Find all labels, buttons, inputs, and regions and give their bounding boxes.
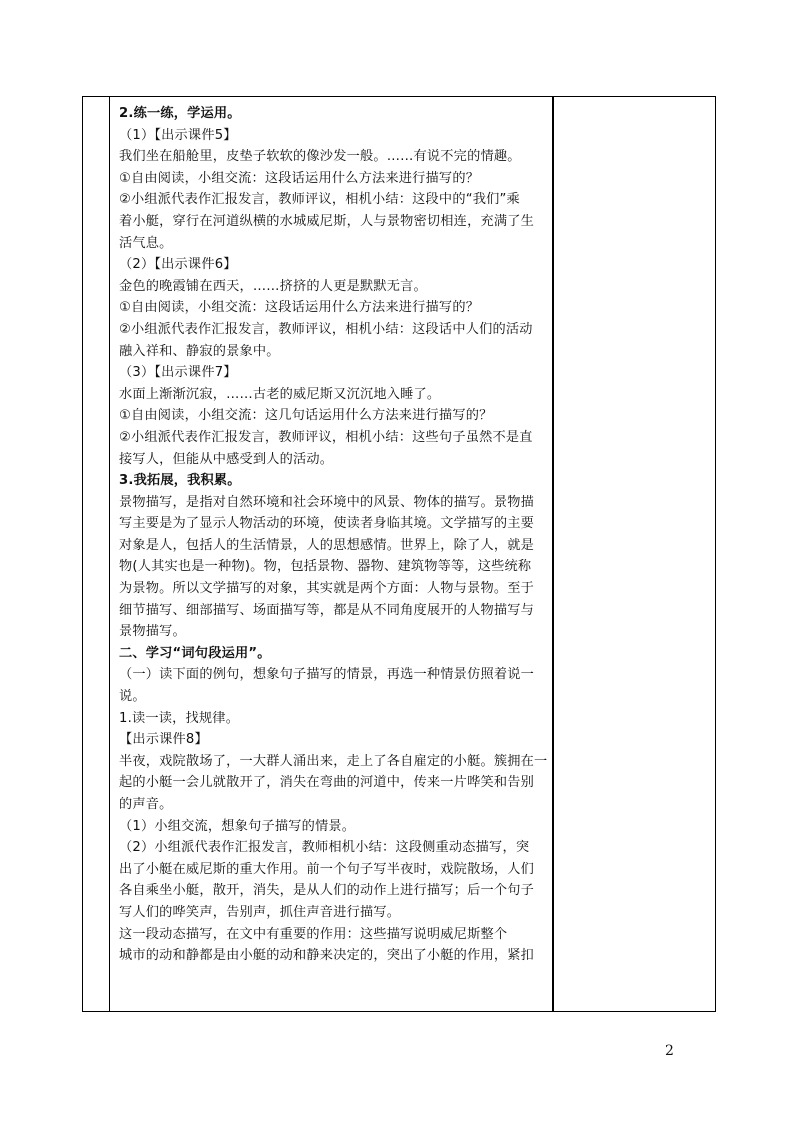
- section-heading: 二、学习“词句段运用”。: [119, 645, 271, 661]
- text-line: ②小组派代表作汇报发言，教师评议，相机小结：这段中的“我们”乘: [119, 192, 520, 208]
- text-line: 金色的晚霞铺在西天，……挤挤的人更是默默无言。: [119, 278, 427, 294]
- text-line: ②小组派代表作汇报发言，教师评议，相机小结：这段话中人们的活动: [119, 321, 533, 337]
- text-line: 半夜，戏院散场了，一大群人涌出来，走上了各自雇定的小艇。簇拥在一: [119, 753, 548, 769]
- text-line: 城市的动和静都是由小艇的动和静来决定的，突出了小艇的作用，紧扣: [119, 948, 535, 964]
- text-line: ①自由阅读，小组交流：这几句话运用什么方法来进行描写的？: [119, 408, 493, 424]
- text-line: 细节描写、细部描写、场面描写等，都是从不同角度展开的人物描写与: [119, 602, 535, 618]
- text-line: 【出示课件8】: [119, 732, 208, 748]
- text-line: 接写人，但能从中感受到人的活动。: [119, 451, 334, 467]
- text-line: （1）【出示课件5】: [119, 127, 237, 143]
- text-line: ①自由阅读，小组交流：这段话运用什么方法来进行描写的？: [119, 170, 480, 186]
- lesson-content: [119, 103, 549, 967]
- section-heading: 3.我拓展，我积累。: [119, 473, 241, 489]
- text-line: 我们坐在船舱里，皮垫子软软的像沙发一般。……有说不完的情趣。: [119, 149, 521, 165]
- text-line: 水面上渐渐沉寂，……古老的威尼斯又沉沉地入睡了。: [119, 386, 441, 402]
- text-line: 1.读一读，找规律。: [119, 710, 240, 726]
- text-line: 活气息。: [119, 235, 173, 251]
- lesson-table: [82, 96, 554, 1012]
- text-line: 物(人其实也是一种物)。物，包括景物、器物、建筑物等等，这些统称: [119, 559, 532, 575]
- text-line: 出了小艇在威尼斯的重大作用。前一个句子写半夜时，戏院散场，人们: [119, 861, 535, 877]
- text-line: 着小艇，穿行在河道纵横的水城威尼斯，人与景物密切相连，充满了生: [119, 213, 535, 229]
- text-line: （1）小组交流，想象句子描写的情景。: [119, 818, 356, 834]
- text-line: ①自由阅读，小组交流：这段话运用什么方法来进行描写的？: [119, 300, 480, 316]
- text-line: （2）【出示课件6】: [119, 257, 237, 273]
- text-line: （2）小组派代表作汇报发言，教师相机小结：这段侧重动态描写，突: [119, 840, 530, 856]
- text-line: 为景物。所以文学描写的对象，其实就是两个方面：人物与景物。至于: [119, 581, 535, 597]
- text-line: （3）【出示课件7】: [119, 365, 237, 381]
- text-line: 融入祥和、静寂的景象中。: [119, 343, 280, 359]
- text-line: 各自乘坐小艇，散开，消失，是从人们的动作上进行描写；后一个句子: [119, 883, 535, 899]
- table-right-column: [552, 96, 716, 1012]
- text-line: 写主要是为了显示人物活动的环境，使读者身临其境。文学描写的主要: [119, 516, 535, 532]
- text-line: 的声音。: [119, 797, 173, 812]
- section-heading: 2.练一练，学运用。: [119, 106, 241, 121]
- text-line: 起的小艇一会儿就散开了，消失在弯曲的河道中，传来一片哗笑和告别: [119, 775, 535, 791]
- text-line: 这一段动态描写，在文中有重要的作用：这些描写说明威尼斯整个: [119, 926, 508, 942]
- text-line: 写人们的哗笑声，告别声，抓住声音进行描写。: [119, 904, 401, 920]
- text-line: （一）读下面的例句，想象句子描写的情景，再选一种情景仿照着说一: [119, 667, 535, 683]
- page-number: 2: [665, 1043, 674, 1059]
- text-line: 说。: [119, 689, 146, 705]
- table-left-column: [83, 97, 110, 1011]
- text-line: 景物描写，是指对自然环境和社会环境中的风景、物体的描写。景物描: [119, 494, 535, 510]
- text-line: 景物描写。: [119, 624, 186, 640]
- text-line: 对象是人，包括人的生活情景，人的思想感情。世界上，除了人，就是: [119, 537, 535, 553]
- text-line: ②小组派代表作汇报发言，教师评议，相机小结：这些句子虽然不是直: [119, 429, 533, 445]
